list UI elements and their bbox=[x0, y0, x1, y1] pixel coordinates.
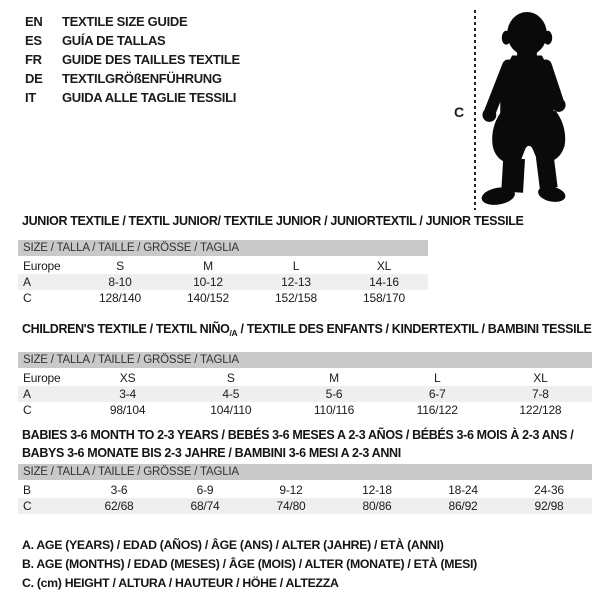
lang-row-de bbox=[25, 69, 240, 88]
size-cell: L bbox=[433, 371, 441, 385]
lang-title: TEXTILGRÖßENFÜHRUNG bbox=[62, 71, 222, 86]
row-label: C bbox=[23, 403, 32, 417]
lang-title: GUÍA DE TALLAS bbox=[62, 33, 166, 48]
row-label: C bbox=[23, 499, 32, 513]
table-row-height bbox=[18, 402, 592, 418]
lang-code: FR bbox=[25, 52, 42, 67]
months-cell: 24-36 bbox=[534, 483, 564, 497]
height-cell: 140/152 bbox=[187, 291, 229, 305]
lang-row-fr bbox=[25, 50, 240, 69]
row-label: B bbox=[23, 483, 31, 497]
baby-silhouette-icon bbox=[480, 10, 572, 206]
height-cell: 152/158 bbox=[275, 291, 317, 305]
table-row-months bbox=[18, 482, 592, 498]
size-cell: M bbox=[329, 371, 339, 385]
lang-code: IT bbox=[25, 90, 36, 105]
title-subscript: /A bbox=[229, 328, 238, 338]
junior-size-table bbox=[18, 240, 428, 306]
lang-title: GUIDE DES TAILLES TEXTILE bbox=[62, 52, 240, 67]
lang-title: GUIDA ALLE TAGLIE TESSILI bbox=[62, 90, 237, 105]
height-cell: 128/140 bbox=[99, 291, 141, 305]
size-cell: M bbox=[203, 259, 213, 273]
height-cell: 116/122 bbox=[416, 403, 458, 417]
lang-code: ES bbox=[25, 33, 42, 48]
note-a: A. AGE (YEARS) / EDAD (AÑOS) / ÂGE (ANS) / ALTER (JAHRE) / ETÀ (ANNI) bbox=[22, 538, 444, 552]
section-title-babies bbox=[22, 426, 573, 462]
age-cell: 3-4 bbox=[119, 387, 136, 401]
height-cell: 80/86 bbox=[362, 499, 392, 513]
size-cell: S bbox=[116, 259, 124, 273]
lang-row-es bbox=[25, 31, 240, 50]
height-cell: 158/170 bbox=[363, 291, 405, 305]
size-cell: S bbox=[226, 371, 235, 385]
babies-size-table bbox=[18, 464, 592, 514]
table-row-height bbox=[18, 498, 592, 514]
table-row-height bbox=[18, 290, 428, 306]
height-cell: 74/80 bbox=[276, 499, 306, 513]
note-c: C. (cm) HEIGHT / ALTURA / HAUTEUR / HÖHE / ALTEZZA bbox=[22, 576, 339, 590]
age-cell: 10-12 bbox=[193, 275, 223, 289]
months-cell: 12-18 bbox=[362, 483, 392, 497]
height-dashed-line bbox=[474, 10, 476, 210]
height-cell: 62/68 bbox=[104, 499, 134, 513]
table-row-age bbox=[18, 274, 428, 290]
table-row-age bbox=[18, 386, 592, 402]
height-figure bbox=[450, 8, 600, 214]
section-title-junior: JUNIOR TEXTILE / TEXTIL JUNIOR/ TEXTILE JUNIOR / JUNIORTEXTIL / JUNIOR TESSILE bbox=[22, 214, 524, 228]
age-cell: 5-6 bbox=[325, 387, 343, 401]
size-cell: XS bbox=[119, 371, 136, 385]
height-cell: 98/104 bbox=[109, 403, 146, 417]
size-cell: XL bbox=[533, 371, 548, 385]
months-cell: 3-6 bbox=[110, 483, 128, 497]
row-label: C bbox=[23, 291, 32, 305]
age-cell: 4-5 bbox=[222, 387, 240, 401]
months-cell: 18-24 bbox=[448, 483, 478, 497]
lang-row-en bbox=[25, 12, 240, 31]
legend-notes bbox=[22, 536, 477, 593]
language-list bbox=[25, 12, 240, 107]
lang-title: TEXTILE SIZE GUIDE bbox=[62, 14, 188, 29]
section-title-children bbox=[22, 322, 592, 338]
age-cell: 14-16 bbox=[369, 275, 399, 289]
lang-row-it bbox=[25, 88, 240, 107]
table-row-europe bbox=[18, 370, 592, 386]
months-cell: 9-12 bbox=[279, 483, 303, 497]
height-cell: 104/110 bbox=[210, 403, 252, 417]
size-table-header: SIZE / TALLA / TAILLE / GRÖSSE / TAGLIA bbox=[18, 352, 592, 368]
title-part: / TEXTILE DES ENFANTS / KINDERTEXTIL / BAMBINI TESSILE bbox=[237, 322, 592, 336]
age-cell: 8-10 bbox=[108, 275, 132, 289]
age-cell: 7-8 bbox=[532, 387, 549, 401]
row-label: Europe bbox=[23, 371, 61, 385]
size-table-header: SIZE / TALLA / TAILLE / GRÖSSE / TAGLIA bbox=[18, 240, 428, 256]
height-marker-c: C bbox=[454, 104, 464, 120]
children-size-table bbox=[18, 352, 592, 418]
note-b: B. AGE (MONTHS) / EDAD (MESES) / ÂGE (MOIS) / ALTER (MONATE) / ETÀ (MESI) bbox=[22, 557, 477, 571]
lang-code: EN bbox=[25, 14, 43, 29]
row-label: Europe bbox=[23, 259, 61, 273]
row-label: A bbox=[23, 387, 31, 401]
size-cell: L bbox=[292, 259, 300, 273]
age-cell: 12-13 bbox=[281, 275, 311, 289]
height-cell: 110/116 bbox=[313, 403, 355, 417]
title-line-2: BABYS 3-6 MONATE BIS 2-3 JAHRE / BAMBINI 3-6 MESI A 2-3 ANNI bbox=[22, 446, 401, 460]
months-cell: 6-9 bbox=[196, 483, 214, 497]
age-cell: 6-7 bbox=[428, 387, 446, 401]
size-table-header: SIZE / TALLA / TAILLE / GRÖSSE / TAGLIA bbox=[18, 464, 592, 480]
height-cell: 122/128 bbox=[519, 403, 562, 417]
height-cell: 92/98 bbox=[534, 499, 564, 513]
height-cell: 68/74 bbox=[190, 499, 220, 513]
size-cell: XL bbox=[376, 259, 392, 273]
title-part: CHILDREN'S TEXTILE / TEXTIL NIÑO bbox=[22, 322, 230, 336]
table-row-europe bbox=[18, 258, 428, 274]
lang-code: DE bbox=[25, 71, 43, 86]
row-label: A bbox=[23, 275, 31, 289]
height-cell: 86/92 bbox=[448, 499, 478, 513]
title-line-1: BABIES 3-6 MONTH TO 2-3 YEARS / BEBÉS 3-6 MESES A 2-3 AÑOS / BÉBÉS 3-6 MOIS À 2-3 ANS / bbox=[22, 428, 574, 442]
